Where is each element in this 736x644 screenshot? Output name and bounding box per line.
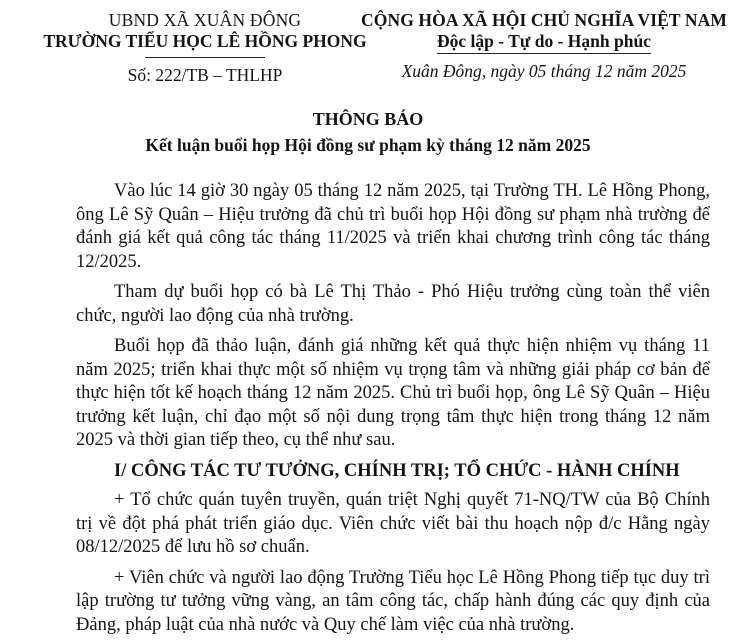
document-subtitle: Kết luận buổi họp Hội đồng sư phạm kỳ tháng 12 năm 2025 bbox=[145, 135, 591, 155]
national-motto: Độc lập - Tự do - Hạnh phúc bbox=[437, 31, 651, 54]
body-paragraph-3: Buổi họp đã thảo luận, đánh giá những kết quả thực hiện nhiệm vụ tháng 11 năm 2025; triển khai thực một số nhiệm vụ trọng tâm và những giải pháp cơ bản để thực hiện tốt kế hoạch tháng 12 năm 2025. Chủ trì buổi họp, ông Lê Sỹ Quân – Hiệu trưởng kết luận, chỉ đạo một số nội dung trọng tâm thực hiện trong tháng 12 năm 2025 và thời gian tiếp theo, cụ thể như sau. bbox=[76, 336, 710, 450]
document-body bbox=[76, 180, 710, 644]
document-title: THÔNG BÁO bbox=[312, 109, 424, 129]
school-name: TRƯỜNG TIỂU HỌC LÊ HỒNG PHONG bbox=[43, 31, 367, 51]
body-paragraph-1: Vào lúc 14 giờ 30 ngày 05 tháng 12 năm 2025, tại Trường TH. Lê Hồng Phong, ông Lê Sỹ Quân – Hiệu trưởng đã chủ trì buổi họp Hội đồng sư phạm nhà trường để đánh giá kết quả công tác tháng 11/2025 và triển khai chương trình công tác tháng 12/2025. bbox=[76, 181, 710, 272]
authority-name: UBND XÃ XUÂN ĐÔNG bbox=[108, 10, 302, 30]
nation-name: CỘNG HÒA XÃ HỘI CHỦ NGHĨA VIỆT NAM bbox=[361, 10, 727, 30]
document-title-block bbox=[0, 108, 736, 156]
school-underline bbox=[145, 57, 265, 58]
body-paragraph-2: Tham dự buổi họp có bà Lê Thị Thảo - Phó Hiệu trưởng cùng toàn thể viên chức, người lao động của nhà trường. bbox=[76, 282, 710, 326]
national-header-block bbox=[352, 10, 736, 82]
section-1-item-2: + Viên chức và người lao động Trường Tiểu học Lê Hồng Phong tiếp tục duy trì lập trường tư tưởng vững vàng, an tâm công tác, chấp hành đúng các quy định của Đảng, pháp luật của nhà nước và Quy chế làm việc của nhà trường. bbox=[76, 567, 710, 635]
section-heading-1: I/ CÔNG TÁC TƯ TƯỞNG, CHÍNH TRỊ; TỔ CHỨC - HÀNH CHÍNH bbox=[114, 460, 680, 481]
section-1-item-1: + Tổ chức quán tuyên truyền, quán triệt Nghị quyết 71-NQ/TW của Bộ Chính trị về đột phá phát triển giáo dục. Viên chức viết bài thu hoạch nộp đ/c Hằng ngày 08/12/2025 để lưu hồ sơ chuẩn. bbox=[76, 490, 710, 557]
document-number: Số: 222/TB – THLHP bbox=[127, 65, 283, 85]
place-and-date: Xuân Đông, ngày 05 tháng 12 năm 2025 bbox=[401, 61, 687, 81]
issuing-authority-block bbox=[40, 10, 370, 86]
